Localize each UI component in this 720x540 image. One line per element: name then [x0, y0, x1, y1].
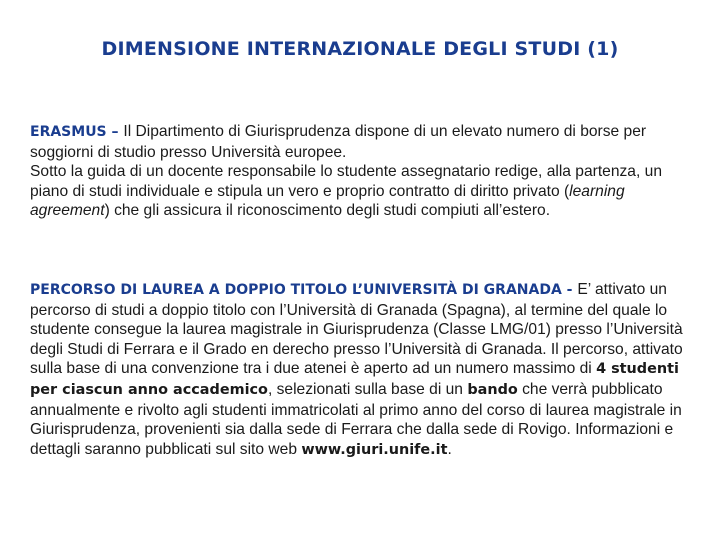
erasmus-paragraph-1: [30, 122, 698, 162]
granada-end: .: [447, 440, 452, 458]
learning-agreement-term: learning agreement: [30, 182, 625, 220]
erasmus-section: [30, 122, 698, 221]
granada-text-3: che verrà pubblicato annualmente e rivolto agli studenti immatricolati al primo anno del corso di laurea magistrale in Giurisprudenza, provenienti sia dalla sede di Ferrara che dalla sede di Rovigo. Informazioni e dettagli saranno pubblicati sul sito web: [30, 380, 682, 458]
erasmus-paragraph-2: [30, 162, 698, 221]
erasmus-heading: ERASMUS –: [30, 124, 124, 140]
granada-paragraph: [30, 280, 698, 460]
erasmus-text-2b: ) che gli assicura il riconoscimento degli studi compiuti all’estero.: [104, 202, 551, 220]
granada-section: [30, 280, 698, 460]
website-link[interactable]: www.giuri.unife.it: [301, 441, 448, 458]
granada-text-2: , selezionati sulla base di un: [267, 380, 468, 398]
erasmus-text-1: Il Dipartimento di Giurisprudenza dispone di un elevato numero di borse per soggiorni di studio presso Università europee.: [30, 123, 647, 161]
granada-text-1: E’ attivato un percorso di studi a doppio titolo con l’Università di Granada (Spagna), al termine del quale lo studente consegue la laurea magistrale in Giurisprudenza (Classe LMG/01) presso l’Università degli Studi di Ferrara e il Grado en derecho presso l’Università di Granada. Il percorso, attivato sulla base di una convenzione tra i due atenei è aperto ad un numero massimo di: [30, 281, 683, 378]
erasmus-text-2a: Sotto la guida di un docente responsabile lo studente assegnatario redige, alla partenza, un piano di studi individuale e stipula un vero e proprio contratto di diritto privato (: [30, 163, 662, 200]
granada-heading: PERCORSO DI LAUREA A DOPPIO TITOLO L’UNIVERSITÀ DI GRANADA -: [30, 282, 578, 298]
granada-bold-bando: bando: [467, 381, 518, 398]
page-title: DIMENSIONE INTERNAZIONALE DEGLI STUDI (1): [101, 38, 619, 60]
granada-bold-students: 4 studenti per ciascun anno accademico: [30, 361, 679, 398]
